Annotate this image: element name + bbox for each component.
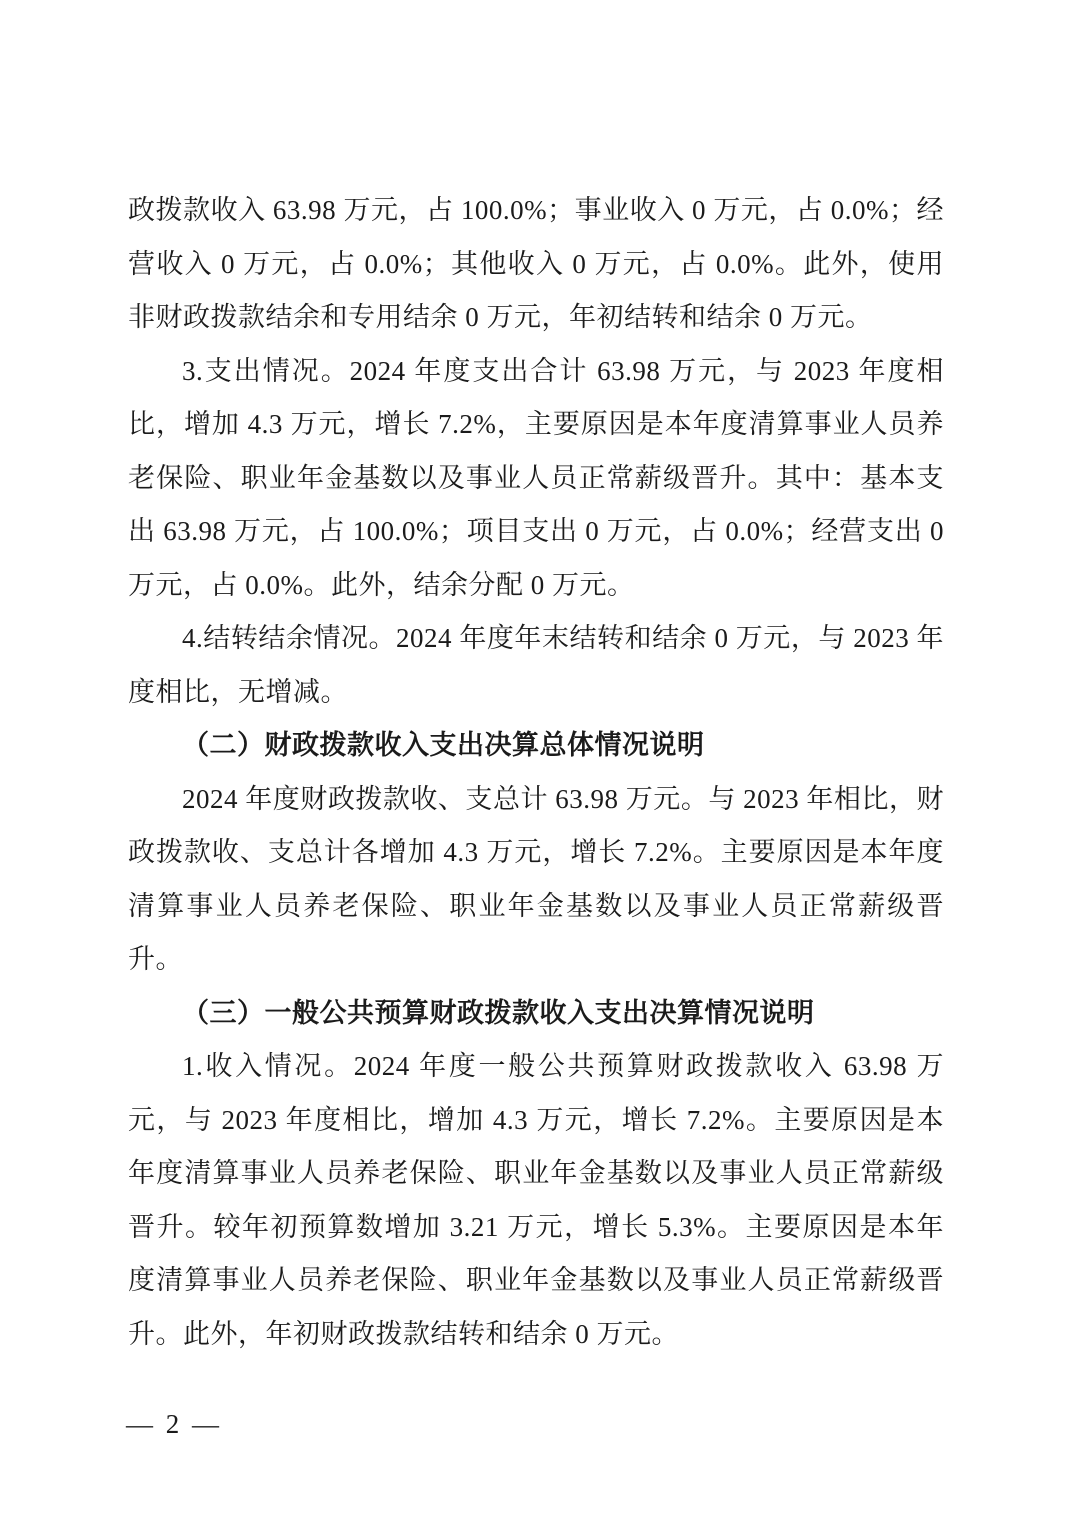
heading-section-2-fiscal-appropriation-overview: （二）财政拨款收入支出决算总体情况说明 bbox=[182, 730, 705, 760]
paragraph-fiscal-appropriation-total: 2024 年度财政拨款收、支总计 63.98 万元。与 2023 年相比，财政拨款收、支总计各增加 4.3 万元，增长 7.2%。主要原因是本年度清算事业人员养老保险、职业年金基数以及事业人员正常薪级晋升。 bbox=[128, 783, 944, 974]
paragraph-general-budget-income: 1.收入情况。2024 年度一般公共预算财政拨款收入 63.98 万元，与 2023 年度相比，增加 4.3 万元，增长 7.2%。主要原因是本年度清算事业人员养老保险、职业年金基数以及事业人员正常薪级晋升。较年初预算数增加 3.21 万元，增长 5.3%。主要原因是本年度清算事业人员养老保险、职业年金基数以及事业人员正常薪级晋升。此外，年初财政拨款结转和结余 0 万元。 bbox=[128, 1051, 944, 1349]
paragraph-expenditure-situation: 3.支出情况。2024 年度支出合计 63.98 万元，与 2023 年度相比，增加 4.3 万元，增长 7.2%，主要原因是本年度清算事业人员养老保险、职业年金基数以及事业人员正常薪级晋升。其中：基本支出 63.98 万元，占 100.0%；项目支出 0 万元，占 0.0%；经营支出 0 万元，占 0.0%。此外，结余分配 0 万元。 bbox=[128, 355, 944, 600]
document-body bbox=[128, 184, 944, 1361]
paragraph-income-continuation: 政拨款收入 63.98 万元，占 100.0%；事业收入 0 万元，占 0.0%；经营收入 0 万元，占 0.0%；其他收入 0 万元，占 0.0%。此外，使用非财政拨款结余和专用结余 0 万元，年初结转和结余 0 万元。 bbox=[128, 195, 944, 332]
paragraph-carryover-situation: 4.结转结余情况。2024 年度年末结转和结余 0 万元，与 2023 年度相比，无增减。 bbox=[128, 623, 944, 707]
page-number: — 2 — bbox=[126, 1409, 222, 1439]
heading-section-3-general-public-budget: （三）一般公共预算财政拨款收入支出决算情况说明 bbox=[182, 997, 815, 1028]
